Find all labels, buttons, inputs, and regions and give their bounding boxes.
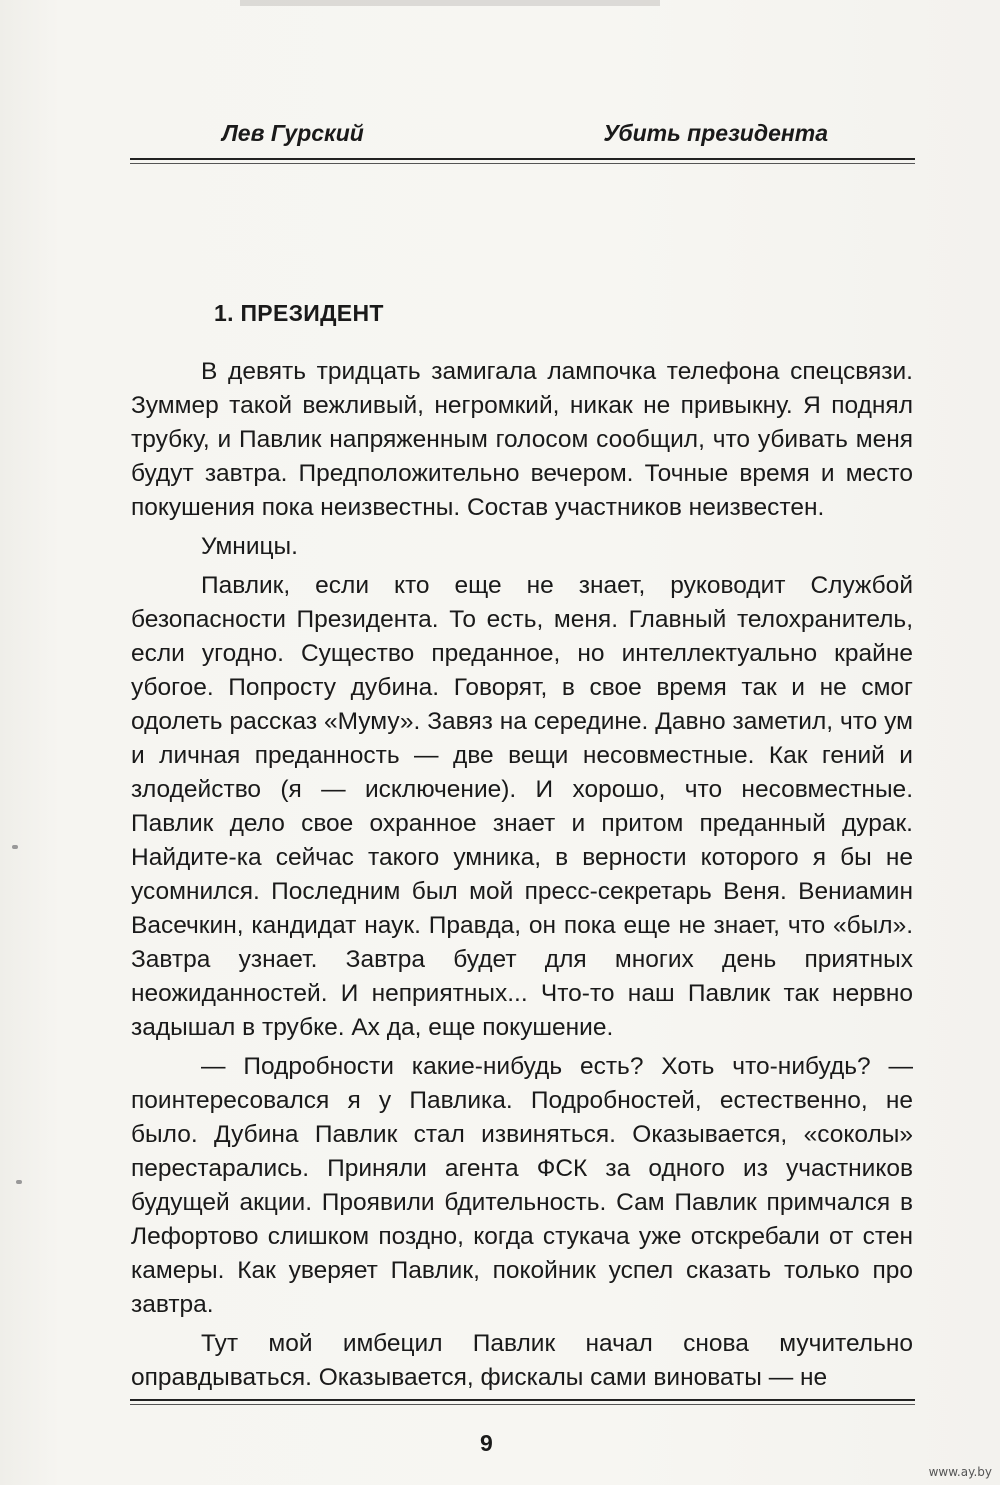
header-rule: [130, 158, 915, 160]
page-number: 9: [480, 1430, 493, 1456]
watermark: www.ay.by: [928, 1465, 992, 1479]
footer-rule-thin: [130, 1404, 915, 1405]
paragraph: В девять тридцать замигала лампочка телефона спецсвязи. Зуммер такой вежливый, негромкий, никак не привыкну. Я поднял трубку, и Павлик напряженным голосом сообщил, что убивать меня будут завтра. Предположительно вечером. Точные время и место покушения пока неизвестны. Состав участников неизвестен.: [131, 358, 913, 521]
header-author: Лев Гурский: [222, 120, 364, 146]
header-book-title: Убить президента: [603, 120, 828, 146]
paragraph: Умницы.: [201, 533, 298, 560]
chapter-title: 1. ПРЕЗИДЕНТ: [214, 300, 384, 326]
paragraph: — Подробности какие-нибудь есть? Хоть что-нибудь? — поинтересовался я у Павлика. Подробностей, естественно, не было. Дубина Павлик стал извиняться. Оказывается, «соколы» перестарались. Приняли агента ФСК за одного из участников будущей акции. Проявили бдительность. Сам Павлик примчался в Лефортово слишком поздно, когда стукача уже отскребали от стен камеры. Как уверяет Павлик, покойник успел сказать только про завтра.: [131, 1053, 913, 1318]
scan-artifact: [12, 845, 18, 849]
footer-rule: [130, 1399, 915, 1401]
running-header: [222, 120, 828, 154]
scan-edge-strip: [240, 0, 660, 6]
header-rule-thin: [130, 163, 915, 164]
body-text: [131, 355, 913, 1400]
paragraph: Тут мой имбецил Павлик начал снова мучительно оправдываться. Оказывается, фискалы сами виноваты — не: [131, 1330, 913, 1391]
paragraph: Павлик, если кто еще не знает, руководит Службой безопасности Президента. То есть, меня. Главный телохранитель, если угодно. Существо преданное, но интеллектуально крайне убогое. Попросту дубина. Говорят, в свое время так и не смог одолеть рассказ «Муму». Завяз на середине. Давно заметил, что ум и личная преданность — две вещи несовместные. Как гений и злодейство (я — исключение). И хорошо, что несовместные. Павлик дело свое охранное знает и притом преданный дурак. Найдите-ка сейчас такого умника, в верности которого я бы не усомнился. Последним был мой пресс-секретарь Веня. Вениамин Васечкин, кандидат наук. Правда, он пока еще не знает, что «был». Завтра узнает. Завтра будет для многих день приятных неожиданностей. И неприятных... Что-то наш Павлик так нервно задышал в трубке. Ах да, еще покушение.: [131, 572, 913, 1041]
scan-artifact: [16, 1180, 22, 1184]
